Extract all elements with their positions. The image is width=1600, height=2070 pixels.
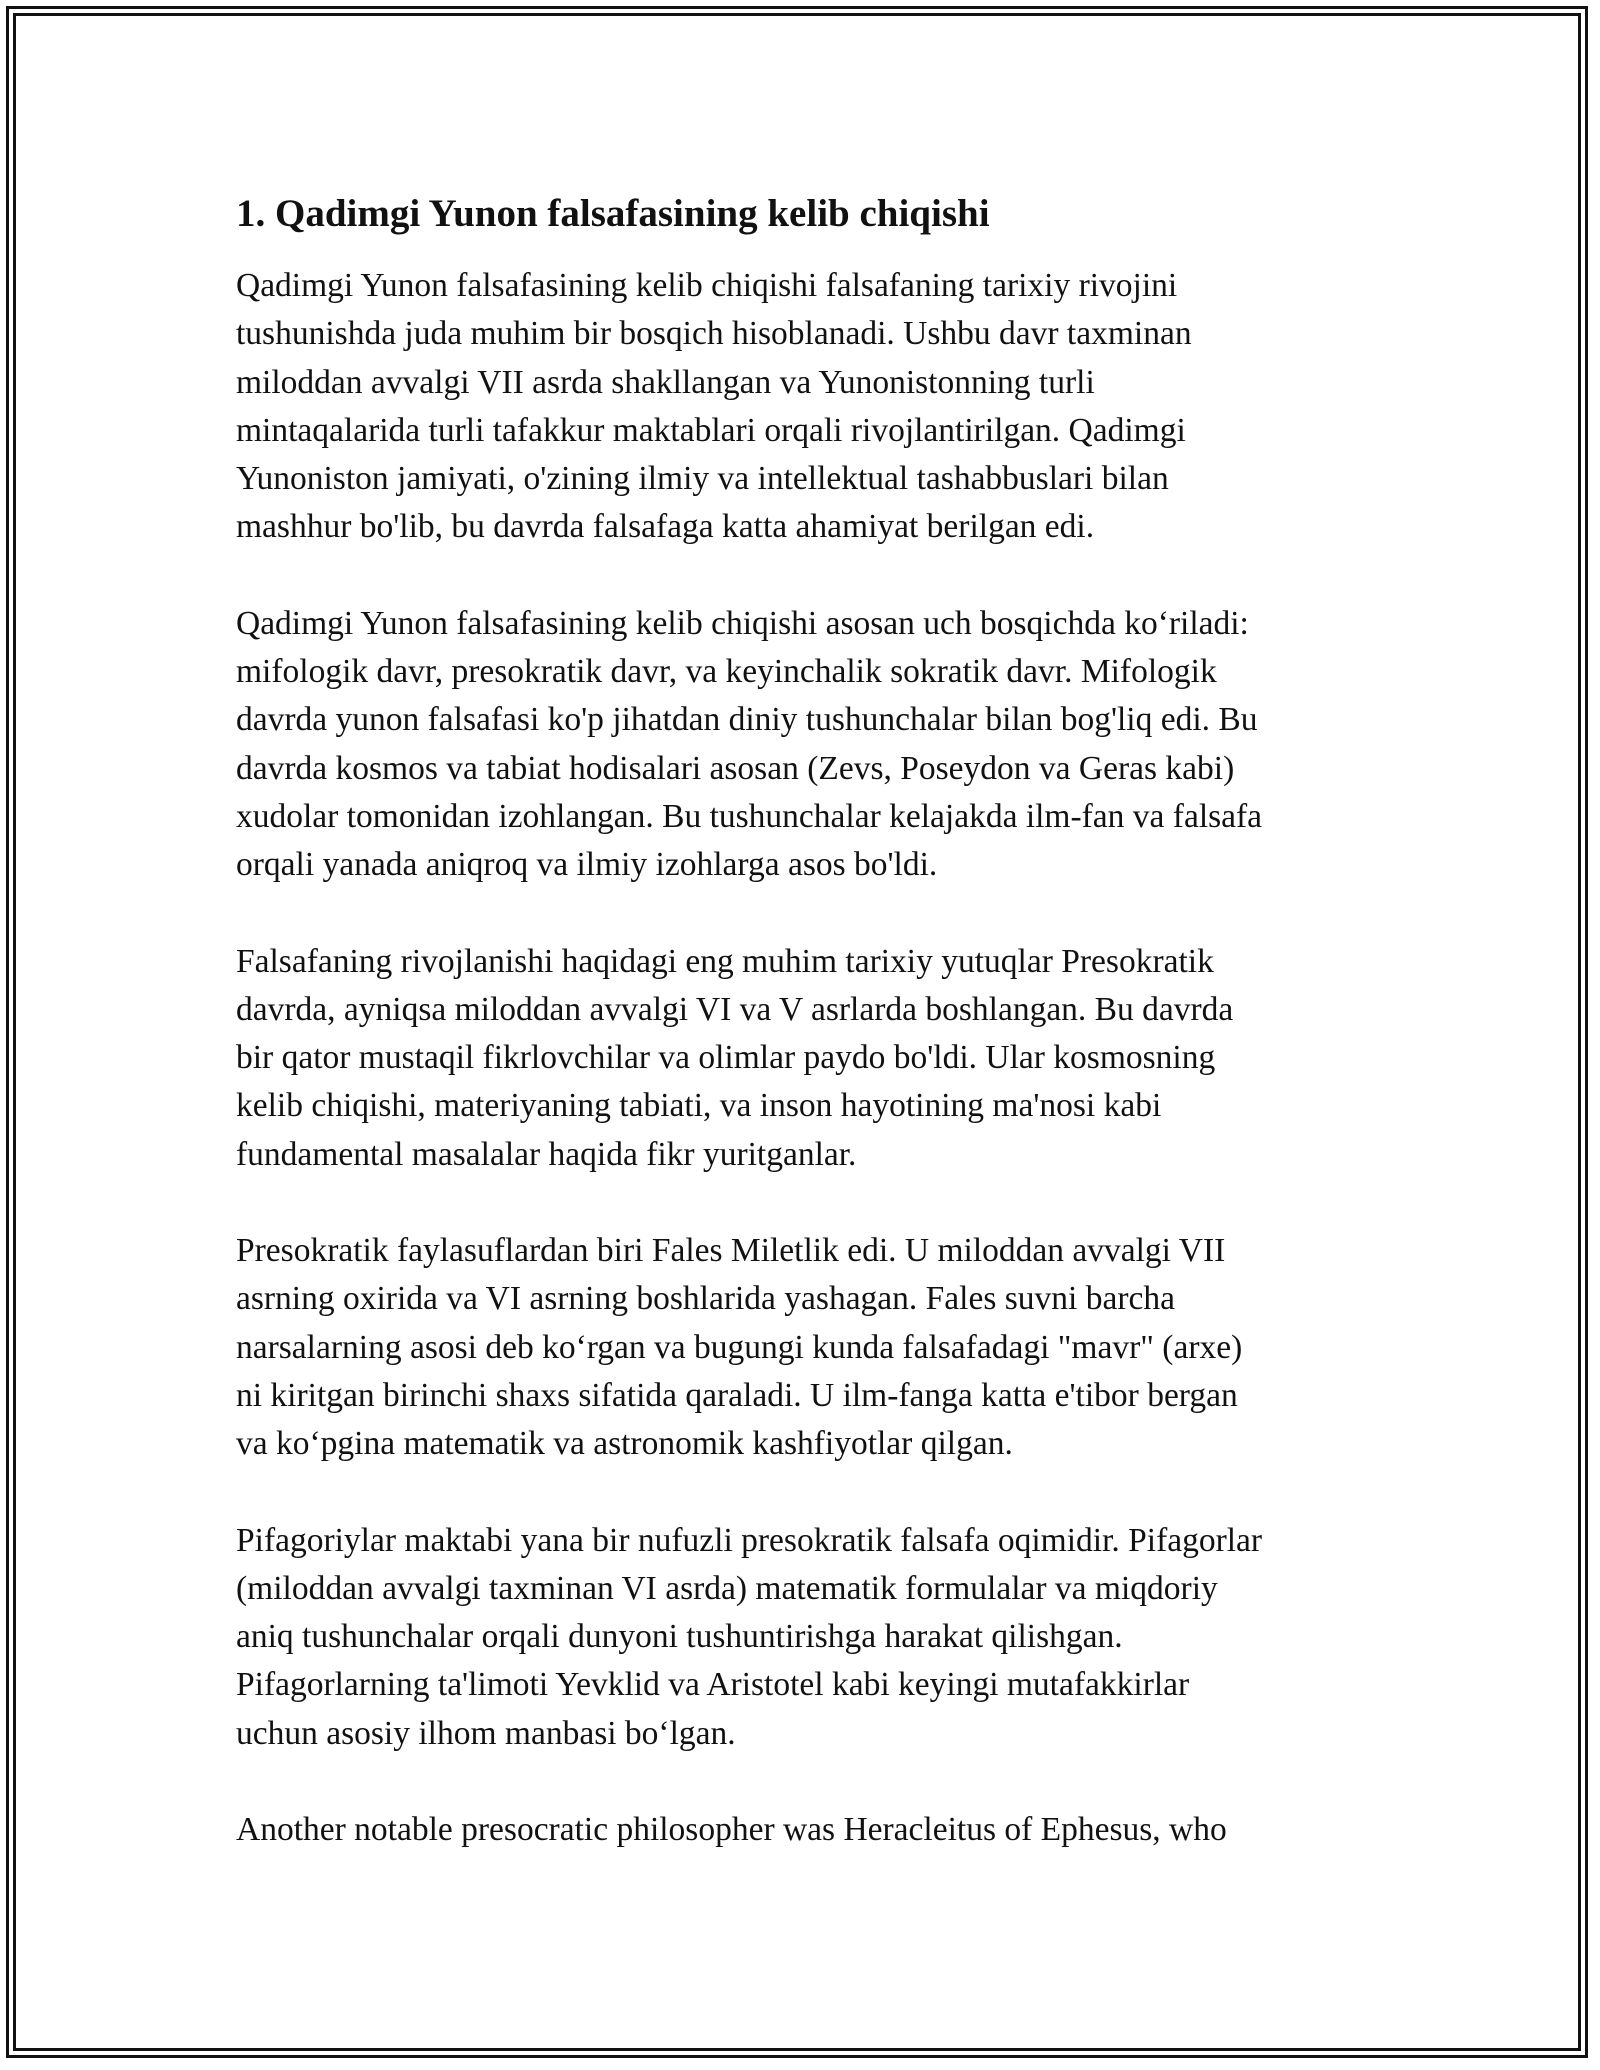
- paragraph-3: [236, 938, 1366, 1179]
- text-line: Pifagoriylar maktabi yana bir nufuzli presokratik falsafa oqimidir. Pifagorlar: [236, 1521, 1263, 1559]
- text-line: Presokratik faylasuflardan biri Fales Miletlik edi. U miloddan avvalgi VII: [236, 1232, 1226, 1270]
- text-line: asrning oxirida va VI asrning boshlarida yashagan. Fales suvni barcha: [236, 1280, 1175, 1318]
- document-body: [236, 188, 1366, 1902]
- text-line: mashhur bo'lib, bu davrda falsafaga katta ahamiyat berilgan edi.: [236, 508, 1095, 546]
- text-line: davrda kosmos va tabiat hodisalari asosan (Zevs, Poseydon va Geras kabi): [236, 749, 1235, 787]
- text-line: davrda, ayniqsa miloddan avvalgi VI va V asrlarda boshlangan. Bu davrda: [236, 990, 1234, 1028]
- text-line: orqali yanada aniqroq va ilmiy izohlarga asos bo'ldi.: [236, 846, 938, 884]
- text-line: kelib chiqishi, materiyaning tabiati, va inson hayotining ma'nosi kabi: [236, 1087, 1162, 1125]
- text-line: Yunoniston jamiyati, o'zining ilmiy va intellektual tashabbuslari bilan: [236, 460, 1169, 498]
- text-line: tushunishda juda muhim bir bosqich hisoblanadi. Ushbu davr taxminan: [236, 315, 1192, 353]
- text-line: bir qator mustaqil fikrlovchilar va olimlar paydo bo'ldi. Ular kosmosning: [236, 1039, 1216, 1077]
- text-line: mintaqalarida turli tafakkur maktablari orqali rivojlantirilgan. Qadimgi: [236, 411, 1186, 449]
- text-line: Qadimgi Yunon falsafasining kelib chiqishi falsafaning tarixiy rivojini: [236, 267, 1178, 304]
- paragraph-5: [236, 1517, 1366, 1758]
- text-line: Another notable presocratic philosopher was Heracleitus of Ephesus, who: [236, 1811, 1227, 1849]
- text-line: mifologik davr, presokratik davr, va keyinchalik sokratik davr. Mifologik: [236, 653, 1217, 691]
- text-line: va ko‘pgina matematik va astronomik kashfiyotlar qilgan.: [236, 1425, 1013, 1463]
- text-line: davrda yunon falsafasi ko'p jihatdan diniy tushunchalar bilan bog'liq edi. Bu: [236, 701, 1258, 739]
- text-line: miloddan avvalgi VII asrda shakllangan va Yunonistonning turli: [236, 363, 1095, 401]
- paragraph-4: [236, 1227, 1366, 1468]
- text-line: xudolar tomonidan izohlangan. Bu tushunchalar kelajakda ilm-fan va falsafa: [236, 797, 1263, 835]
- text-line: narsalarning asosi deb ko‘rgan va bugungi kunda falsafadagi "mavr" (arxe): [236, 1328, 1243, 1366]
- text-line: aniq tushunchalar orqali dunyoni tushuntirishga harakat qilishgan.: [236, 1618, 1123, 1656]
- paragraph-1: [236, 262, 1366, 552]
- section-heading: 1. Qadimgi Yunon falsafasining kelib chiqishi: [236, 192, 990, 235]
- paragraph-2: [236, 600, 1366, 890]
- text-line: Pifagorlarning ta'limoti Yevklid va Aristotel kabi keyingi mutafakkirlar: [236, 1666, 1190, 1704]
- text-line: Qadimgi Yunon falsafasining kelib chiqishi asosan uch bosqichda ko‘riladi:: [236, 604, 1249, 642]
- text-line: (miloddan avvalgi taxminan VI asrda) matematik formulalar va miqdoriy: [236, 1569, 1218, 1607]
- text-line: uchun asosiy ilhom manbasi bo‘lgan.: [236, 1714, 736, 1752]
- paragraph-6: [236, 1806, 1366, 1854]
- text-line: fundamental masalalar haqida fikr yuritganlar.: [236, 1135, 857, 1173]
- text-line: Falsafaning rivojlanishi haqidagi eng muhim tarixiy yutuqlar Presokratik: [236, 942, 1214, 980]
- text-line: ni kiritgan birinchi shaxs sifatida qaraladi. U ilm-fanga katta e'tibor bergan: [236, 1376, 1238, 1414]
